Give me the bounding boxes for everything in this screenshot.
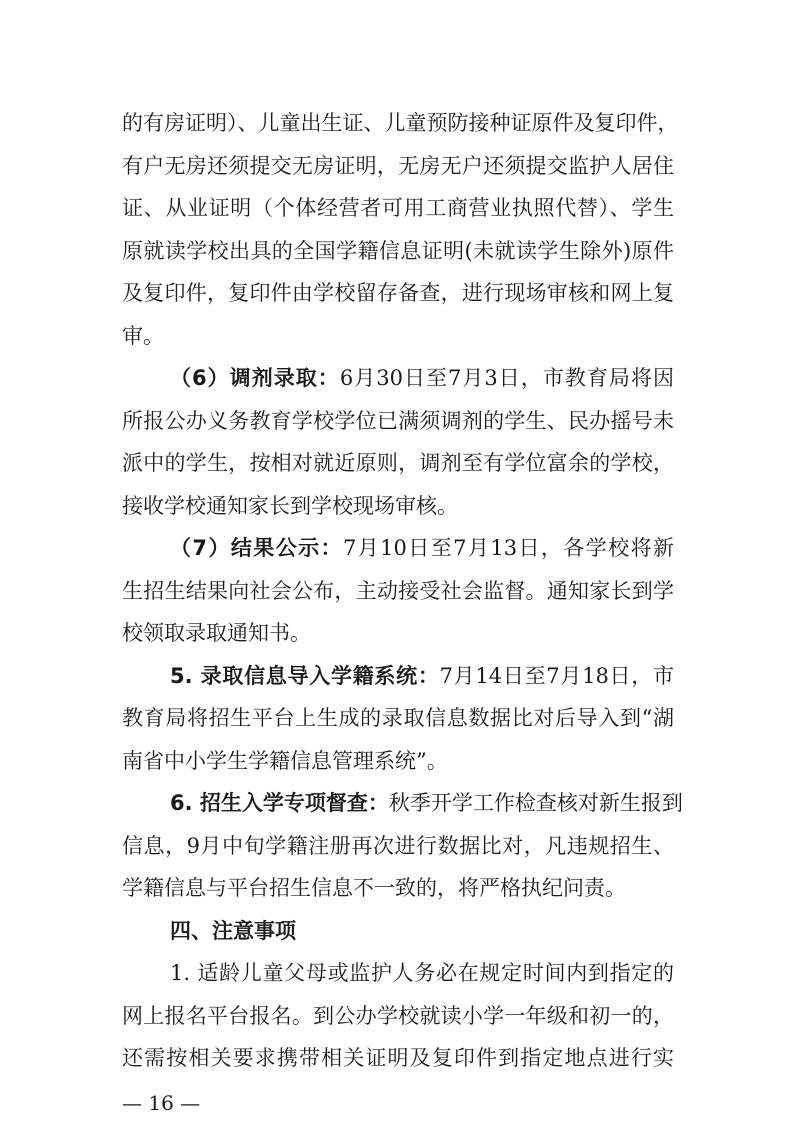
text-line: 接收学校通知家长到学校现场审核。: [122, 493, 458, 518]
paragraph-first-line: 1. 适龄儿童父母或监护人务必在规定时间内到指定的: [170, 961, 674, 985]
page-number: — 16 —: [122, 1091, 201, 1115]
text-line: 还需按相关要求携带相关证明及复印件到指定地点进行实: [122, 1046, 674, 1070]
text-line: 派中的学生，按相对就近原则，调剂至有学位富余的学校，: [122, 451, 674, 475]
section-lead: （6）调剂录取：: [170, 366, 340, 390]
text-line: 学籍信息与平台招生信息不一致的，将严格执纪问责。: [122, 876, 626, 900]
paragraph-first-line: （7）结果公示：7月10日至7月13日，各学校将新: [170, 536, 674, 560]
text-line: 校领取录取通知书。: [122, 621, 311, 645]
text-line: 审。: [122, 323, 164, 348]
text-line: 所报公办义务教育学校学位已满须调剂的学生、民办摇号未: [122, 408, 674, 433]
section-heading: 四、注意事项: [170, 918, 296, 943]
text-line: 网上报名平台报名。到公办学校就读小学一年级和初一的，: [122, 1003, 674, 1028]
paragraph-first-line: （6）调剂录取：6月30日至7月3日，市教育局将因: [170, 366, 674, 390]
text-line: 有户无房还须提交无房证明，无房无户还须提交监护人居住: [122, 153, 674, 178]
section-lead: （7）结果公示：: [170, 536, 343, 560]
text-line: 南省中小学生学籍信息管理系统”。: [122, 748, 448, 773]
text-line: 教育局将招生平台上生成的录取信息数据比对后导入到“湖: [122, 706, 674, 730]
text-line: 的有房证明）、儿童出生证、儿童预防接种证原件及复印件，: [122, 111, 679, 135]
paragraph-first-line: 5. 录取信息导入学籍系统：7月14日至7月18日，市: [170, 663, 674, 688]
section-lead: 6. 招生入学专项督查：: [170, 791, 389, 815]
text-line: 及复印件，复印件由学校留存备查，进行现场审核和网上复: [122, 281, 674, 305]
text-line: 生招生结果向社会公布，主动接受社会监督。通知家长到学: [122, 578, 674, 603]
paragraph-first-line: 6. 招生入学专项督查：秋季开学工作检查核对新生报到: [170, 791, 683, 815]
text-line: 信息，9月中旬学籍注册再次进行数据比对，凡违规招生、: [122, 833, 674, 858]
section-lead: 5. 录取信息导入学籍系统：: [170, 663, 440, 688]
text-line: 原就读学校出具的全国学籍信息证明(未就读学生除外)原件: [122, 238, 674, 263]
text-line: 证、从业证明（个体经营者可用工商营业执照代替）、学生: [122, 196, 674, 220]
